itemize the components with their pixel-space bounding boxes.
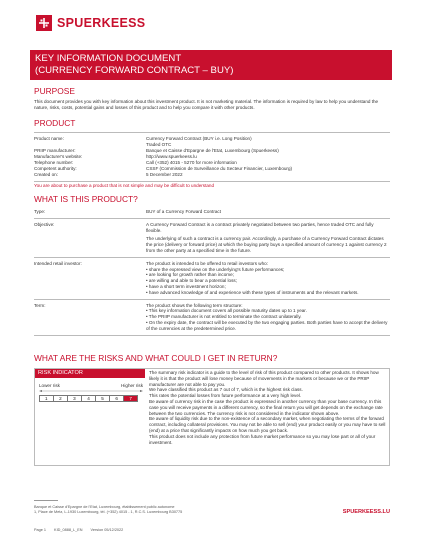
website-link[interactable]: http://www.spuerkeess.lu [146, 154, 197, 159]
table-row [34, 172, 390, 178]
footer-brand-link[interactable]: SPUERKEESS.LU [342, 509, 390, 515]
purpose-heading: PURPOSE [34, 86, 75, 96]
risk-arrow-icon [39, 390, 143, 392]
list-item: • are looking for growth rather than income; [146, 272, 234, 278]
list-item: • The PRIIP manufacturer is not entitled to terminate the contract unilaterally. [146, 314, 302, 320]
table-row [34, 258, 390, 300]
paragraph: BUY of a Currency Forward Contract [146, 209, 221, 214]
product-description-table [34, 206, 390, 336]
table-row [34, 206, 390, 219]
table-row [34, 300, 390, 336]
row-label: Competent authority: [34, 166, 77, 171]
risk-scale-labels [39, 383, 143, 388]
footer-address-line: Banque et Caisse d'Epargne de l'Etat, Luxembourg, établissement public autonome [34, 505, 175, 509]
row-value: Banque et Caisse d'Epargne de l'Etat, Luxembourg (Spuerkeess) [146, 148, 279, 153]
risk-class-5: 5 [95, 395, 110, 402]
risk-class-7: 7 [123, 395, 138, 402]
risk-indicator-title: RISK INDICATOR [35, 369, 145, 378]
paragraph: This product does not include any protection from future market performance so you may lose part or all of your investment. [149, 433, 376, 445]
row-value: Currency Forward Contract (BUY i.e. Long Position) [146, 136, 252, 141]
page-number: Page 1 [34, 528, 47, 532]
risks-heading: WHAT ARE THE RISKS AND WHAT COULD I GET IN RETURN? [34, 353, 278, 363]
row-label: Type: [34, 209, 46, 214]
bank-emblem-icon [36, 15, 52, 31]
document-version: Version 05/12/2022 [90, 528, 124, 532]
row-value: Call (+352) 4015 - 5270 for more information [146, 160, 237, 165]
product-table [34, 132, 390, 182]
paragraph: We have classified this product as 7 out of 7, which is the highest risk class. [149, 387, 303, 393]
paragraph: Be aware of currency risk in the case the product is expressed in another currency than your base currency. In this case you will receive payments in a different currency, so the final return you will get depends on the exchange rate between the two currencies. The currency risk is not considered in the indicator shown above. [149, 398, 383, 416]
what-heading: WHAT IS THIS PRODUCT? [34, 194, 138, 204]
paragraph: A Currency Forward Contract is a contract privately negotiated between two parties, hence traded OTC and fully flexible. [146, 221, 374, 233]
row-value [146, 209, 390, 215]
risk-scale [39, 395, 141, 402]
spuerkeess-logo [36, 15, 145, 31]
row-label: Product name: [34, 136, 64, 141]
row-label: Created on: [34, 172, 59, 177]
list-item: • This key information document covers all possible maturity dates up to 1 year. [146, 308, 307, 314]
row-value [146, 261, 390, 296]
row-value: 5 December 2022 [146, 172, 183, 177]
risk-class-3: 3 [67, 395, 82, 402]
lower-risk-label: Lower risk [39, 383, 60, 388]
paragraph: Be aware of liquidity risk due to the non-existence of a secondary market, when negotiating the terms of the forward contract, including collateral provisions. You may not be able to sell (end) your product easily or you may have to sell (end) at a price that significantly impacts on how much you get back. [149, 416, 386, 433]
paragraph: The product is intended to be offered to retail investors who: [146, 260, 268, 266]
risk-class-4: 4 [81, 395, 96, 402]
list-item: • have a short term investment horizon; [146, 283, 226, 289]
row-value [146, 303, 390, 332]
row-label: PRIIP manufacturer: [34, 148, 76, 153]
risk-indicator-box [34, 368, 390, 466]
row-label: Intended retail investor: [34, 260, 82, 266]
product-heading: PRODUCT [34, 118, 76, 128]
paragraph: The summary risk indicator is a guide to the level of risk of this product compared to other products. It shows how likely it is that the product will lose money because of movements in the markets or because we or the PRIIP manufacturer are not able to pay you. [149, 370, 379, 387]
risk-class-6: 6 [109, 395, 124, 402]
row-value: CSSF (Commission de Surveillance du Secteur Financier, Luxembourg) [146, 166, 293, 171]
higher-risk-label: Higher risk [121, 383, 143, 388]
risk-class-2: 2 [53, 395, 68, 402]
footer-address [34, 505, 284, 515]
brand-name: SPUERKEESS [57, 16, 146, 30]
document-reference: KID_0888_L_EN [54, 528, 83, 532]
list-item: • are willing and able to bear a potential loss; [146, 278, 237, 284]
risk-description [149, 370, 389, 445]
list-item: • On the expiry date, the contract will be executed by the two engaging parties. Both parties have to accept the delivery of the currencies at the predetermined price. [146, 319, 388, 331]
document-title-banner [30, 50, 392, 80]
row-label: Term: [34, 302, 46, 308]
purpose-text: This document provides you with key information about this investment product. It is not marketing material. The information is required by law to help you understand the nature, risks, costs, potential gains and losses of this product and to help you compare it with other products. [34, 99, 379, 110]
row-label: Telephone number: [34, 160, 74, 165]
document-subtitle: (CURRENCY FORWARD CONTRACT – BUY) [35, 65, 234, 76]
list-item: • have advanced knowledge of and experience with these types of instruments and the relevant markets. [146, 289, 359, 295]
list-item: • share the expressed view on the underlying's future performances; [146, 266, 285, 272]
row-label: Objective: [34, 221, 55, 227]
row-label: Manufacturer's website: [34, 154, 83, 159]
risk-class-1: 1 [39, 395, 54, 402]
table-row [34, 219, 390, 258]
footer-address-line: 1, Place de Metz, L-1930 Luxembourg, tél. (+352) 4015 - 1, R.C.S. Luxembourg B30775 [34, 510, 183, 514]
paragraph: The underlying of such a contract is a currency pair. Accordingly, a purchase of a Currency Forward Contract dictates the price (delivery or forward price) at which the buying party buys a specified amount of currency 1 against currency 2 from the other party at a specified time in the future. [146, 236, 387, 253]
document-title: KEY INFORMATION DOCUMENT [35, 53, 182, 64]
footer-divider [34, 500, 58, 501]
paragraph: This rates the potential losses from future performance at a very high level. [149, 393, 302, 399]
row-value [146, 222, 390, 254]
complexity-warning: You are about to purchase a product that is not simple and may be difficult to understand [34, 183, 215, 188]
footer-meta [34, 528, 123, 532]
row-value: Traded OTC [146, 142, 172, 147]
paragraph: The product shows the following term structure: [146, 302, 243, 308]
